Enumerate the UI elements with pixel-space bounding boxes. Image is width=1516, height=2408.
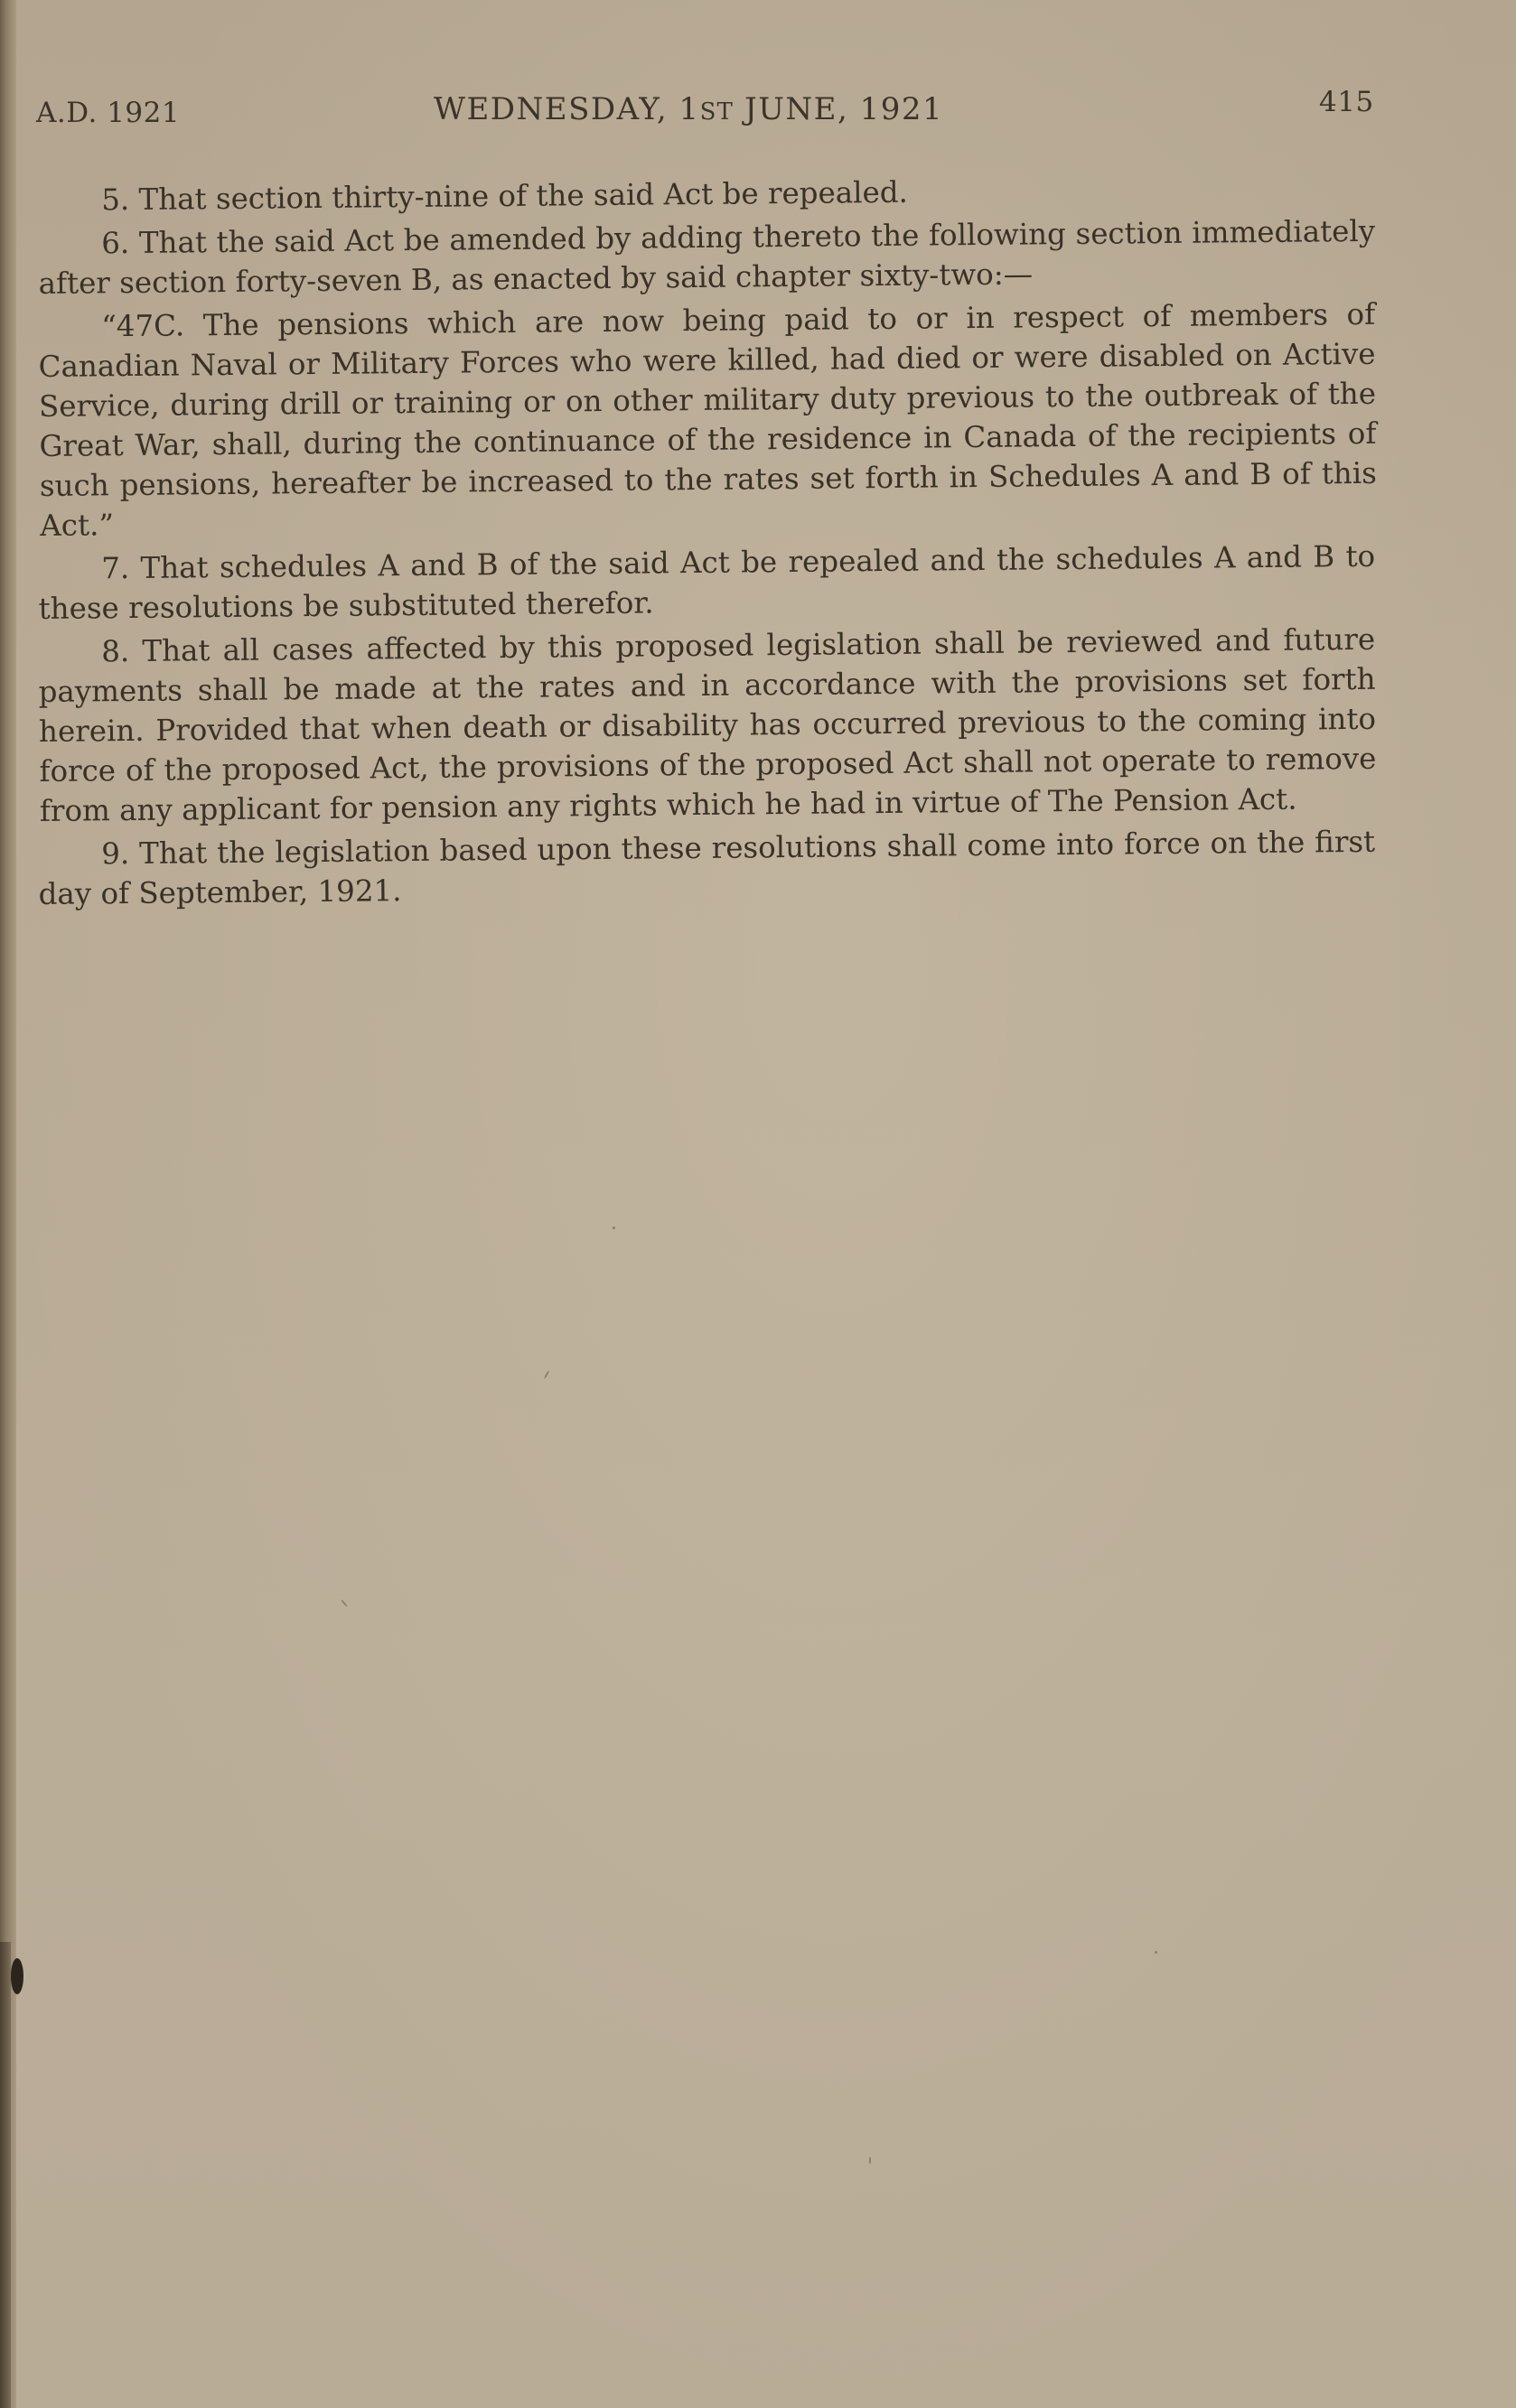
binding-edge-shadow — [0, 1942, 11, 2408]
paragraph-5: 5. That section thirty-nine of the said Act be repealed. — [101, 174, 909, 218]
paragraph-7: 7. That schedules A and B of the said Act be repealed and the schedules A and B to these resolutions be substituted therefor. — [38, 538, 1376, 626]
paper-speck — [341, 1600, 348, 1608]
paragraph-47c-quote: “47C. The pensions which are now being paid to or in respect of members of Canadian Naval or Military Forces who were killed, had died or were disabled on Active Service, during drill or training or on other military duty previous to the outbreak of the Great War, shall, during the continuance of the residence in Canada of the recipients of such pensions, hereafter be increased to the rates set forth in Schedules A and B of this Act.” — [38, 296, 1378, 543]
binding-mark — [11, 1958, 23, 1994]
paper-speck — [613, 1227, 615, 1229]
header-date — [434, 91, 943, 127]
page-header — [0, 86, 1516, 140]
header-year: A.D. 1921 — [36, 97, 181, 129]
body-text — [38, 174, 1378, 918]
paragraph-9: 9. That the legislation based upon these resolutions shall come into force on the first day of September, 1921. — [38, 824, 1376, 911]
paper-speck — [869, 2157, 871, 2164]
paper-speck — [1155, 1951, 1157, 1954]
paper-speck — [544, 1370, 550, 1379]
paragraph-8: 8. That all cases affected by this proposed legislation shall be reviewed and future payments shall be made at the rates and in accordance with the provisions set forth herein. Provided that when death or disability has occurred previous to the coming into force of the proposed Act, the provisions of the proposed Act shall not operate to remove from any applicant for pension any rights which he had in virtue of The Pension Act. — [38, 621, 1377, 828]
page-number: 415 — [1319, 86, 1374, 118]
header-date-prefix: WEDNESDAY, 1 — [434, 91, 700, 127]
header-date-ordinal: ST — [699, 98, 734, 126]
paragraph-6: 6. That the said Act be amended by adding thereto the following section immediately after section forty-seven B, as enacted by said chapter sixty-two:— — [38, 213, 1376, 301]
header-date-suffix: JUNE, 1921 — [733, 91, 944, 127]
